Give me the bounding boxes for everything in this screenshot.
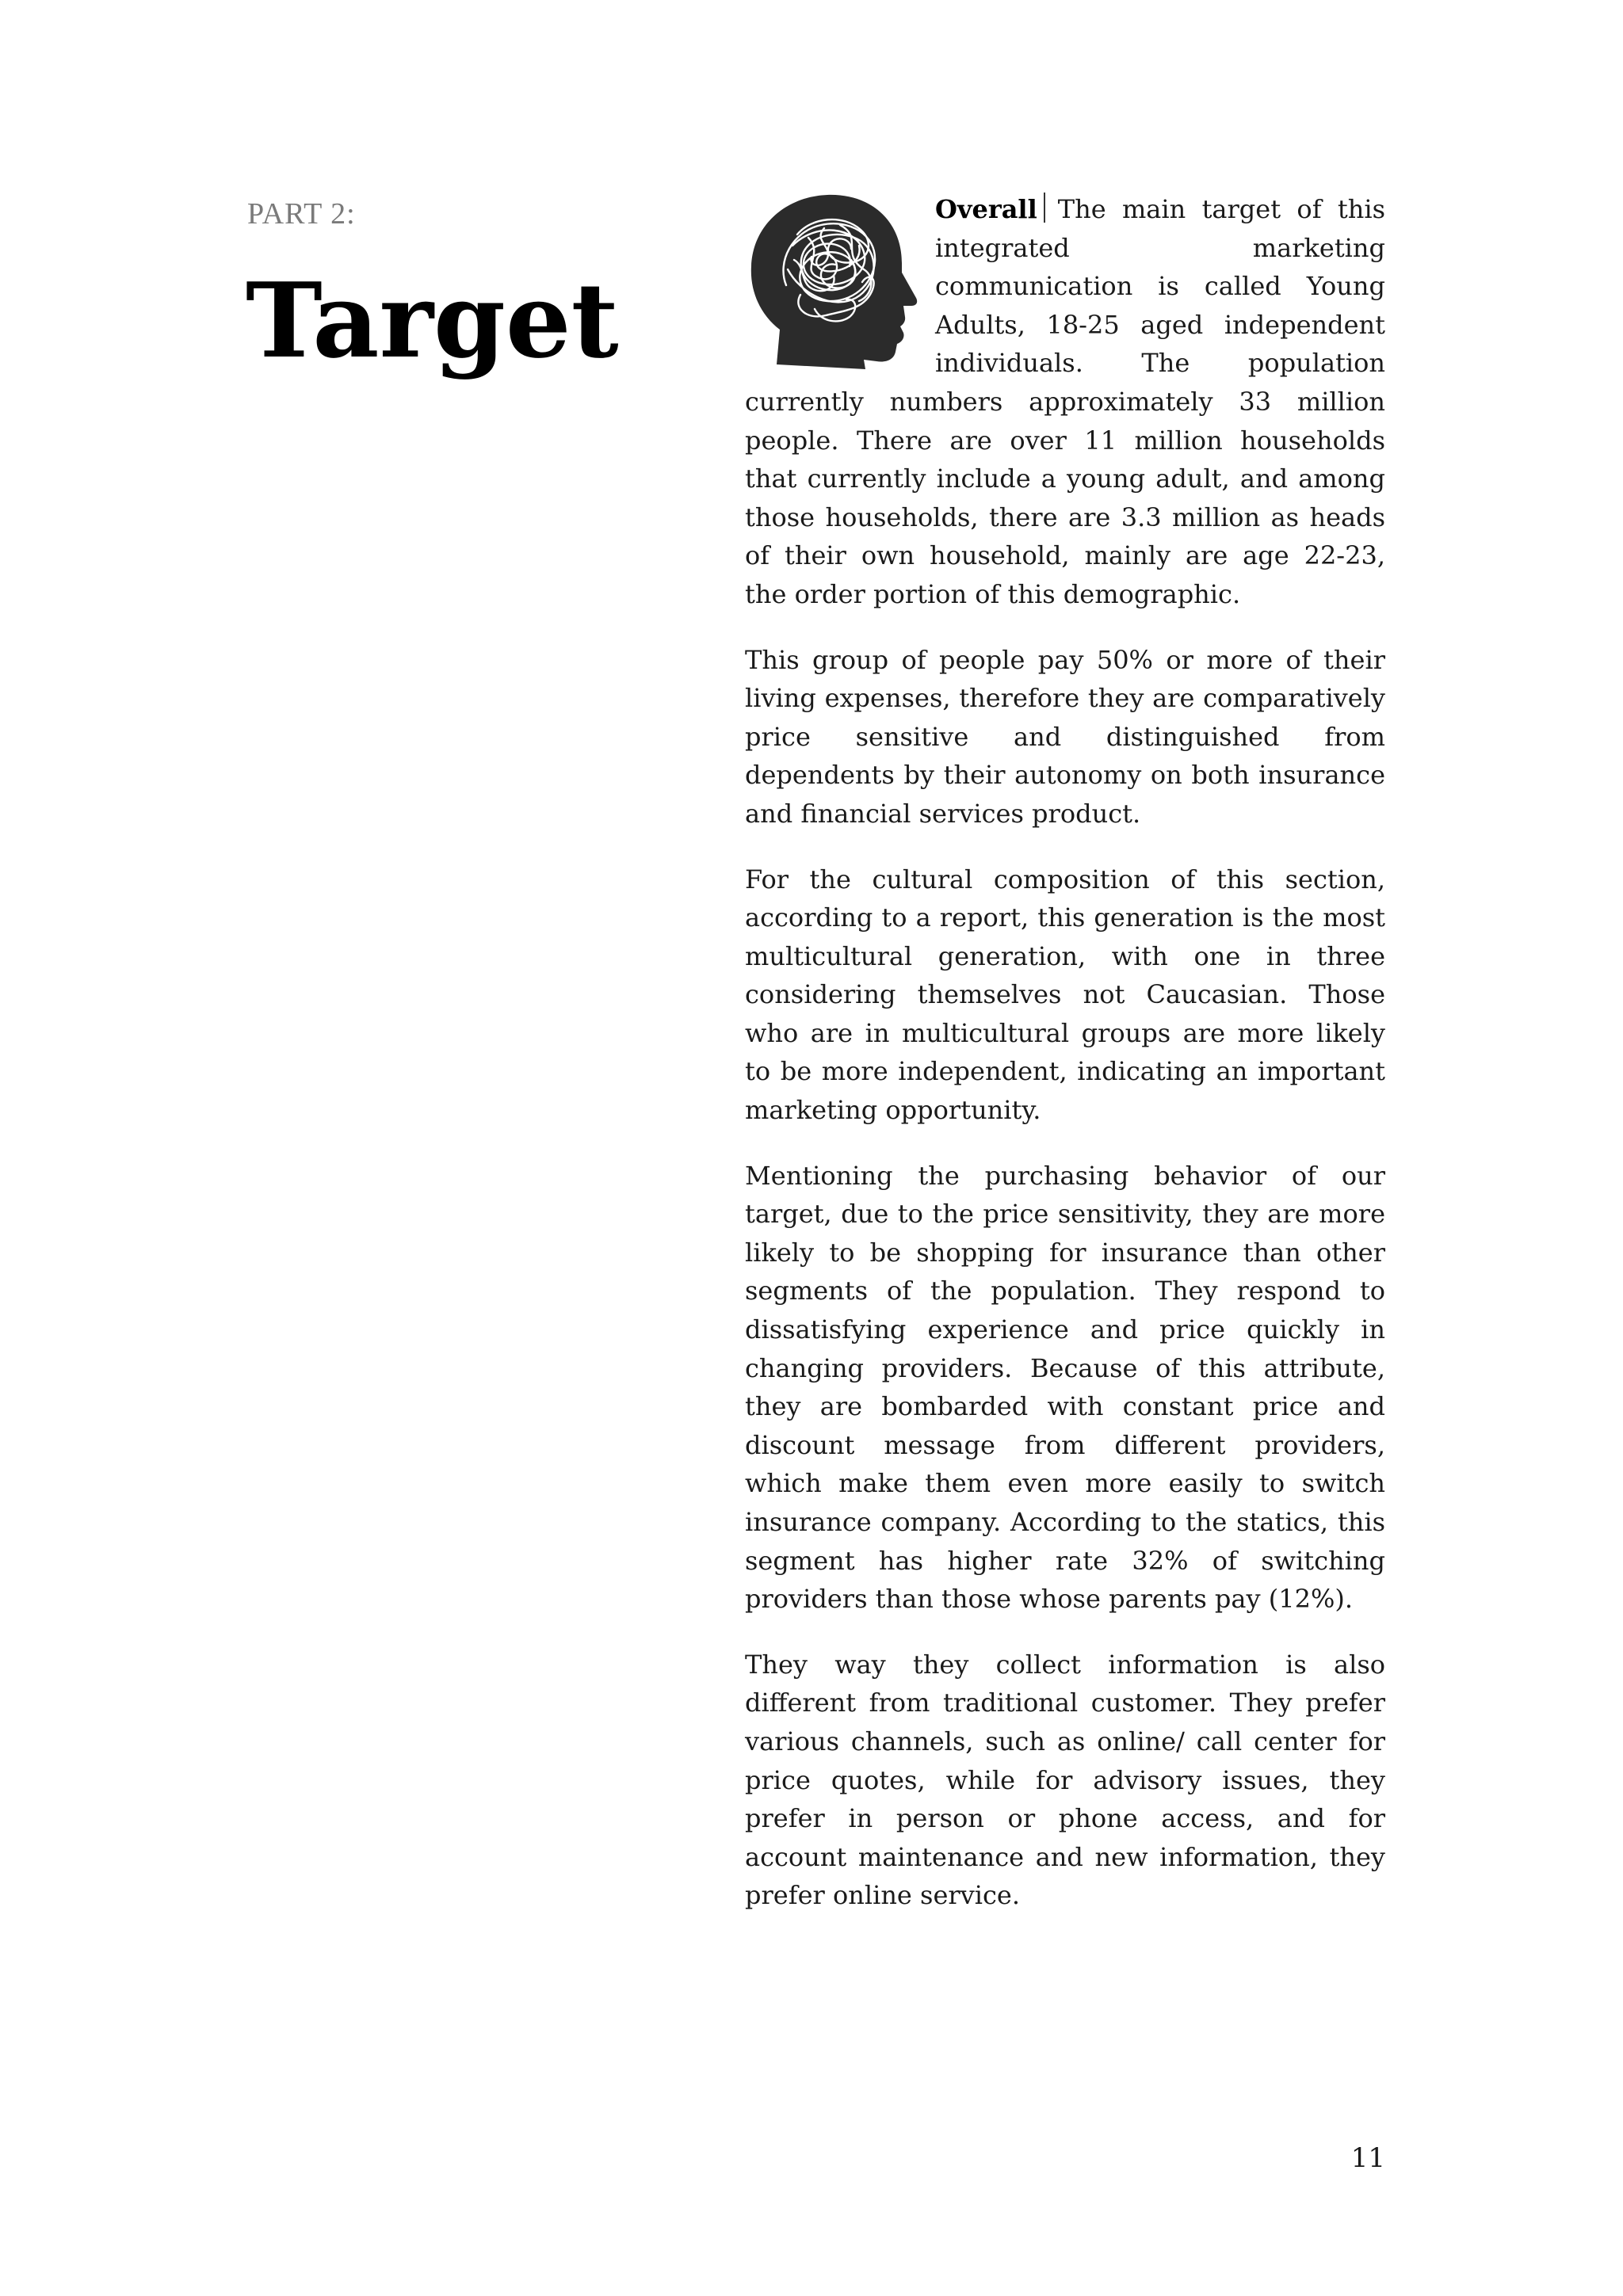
paragraph: This group of people pay 50% or more of their living expenses, therefore they are comparatively price sensitive and distinguished from dependents by their autonomy on both insurance and financial services product. xyxy=(745,644,1385,829)
paragraph: For the cultural composition of this section, according to a report, this generation is the most multicultural generation, with one in three considering themselves not Caucasian. Those who are in multicultural groups are more likely to be more independent, indicating an important marketing opportunity. xyxy=(745,864,1385,1126)
paragraph: They way they collect information is also different from traditional customer. They prefer various channels, such as online/ call center for price quotes, while for advisory issues, they prefer in person or phone access, and for account maintenance and new information, they prefer online service. xyxy=(745,1649,1385,1911)
body-text xyxy=(745,190,1385,1942)
paragraph: Mentioning the purchasing behavior of our target, due to the price sensitivity, they are more likely to be shopping for insurance than other segments of the population. They respond to dissatisfying experience and price quickly in changing providers. Because of this attribute, they are bombarded with constant price and discount message from different providers, which make them even more easily to switch insurance company. According to the statics, this segment has higher rate 32% of switching providers than those whose parents pay (12%). xyxy=(745,1160,1385,1615)
page-number: 11 xyxy=(1350,2142,1385,2174)
paragraph-text: The main target of this integrated marketing communication is called Young Adults, 18-25 aged independent individuals. The population currently numbers approximately 33 million people. There are over 11 million households that currently include a young adult, and among those households, there are 3.3 million as heads of their own household, mainly are age 22-23, the order portion of this demographic. xyxy=(745,194,1385,609)
part-label: PART 2: xyxy=(247,197,356,231)
page-title: Target xyxy=(246,260,619,381)
head-with-scribble-brain-icon xyxy=(745,190,921,371)
overall-lead-label: Overall xyxy=(935,194,1037,224)
lead-separator xyxy=(1044,193,1045,223)
